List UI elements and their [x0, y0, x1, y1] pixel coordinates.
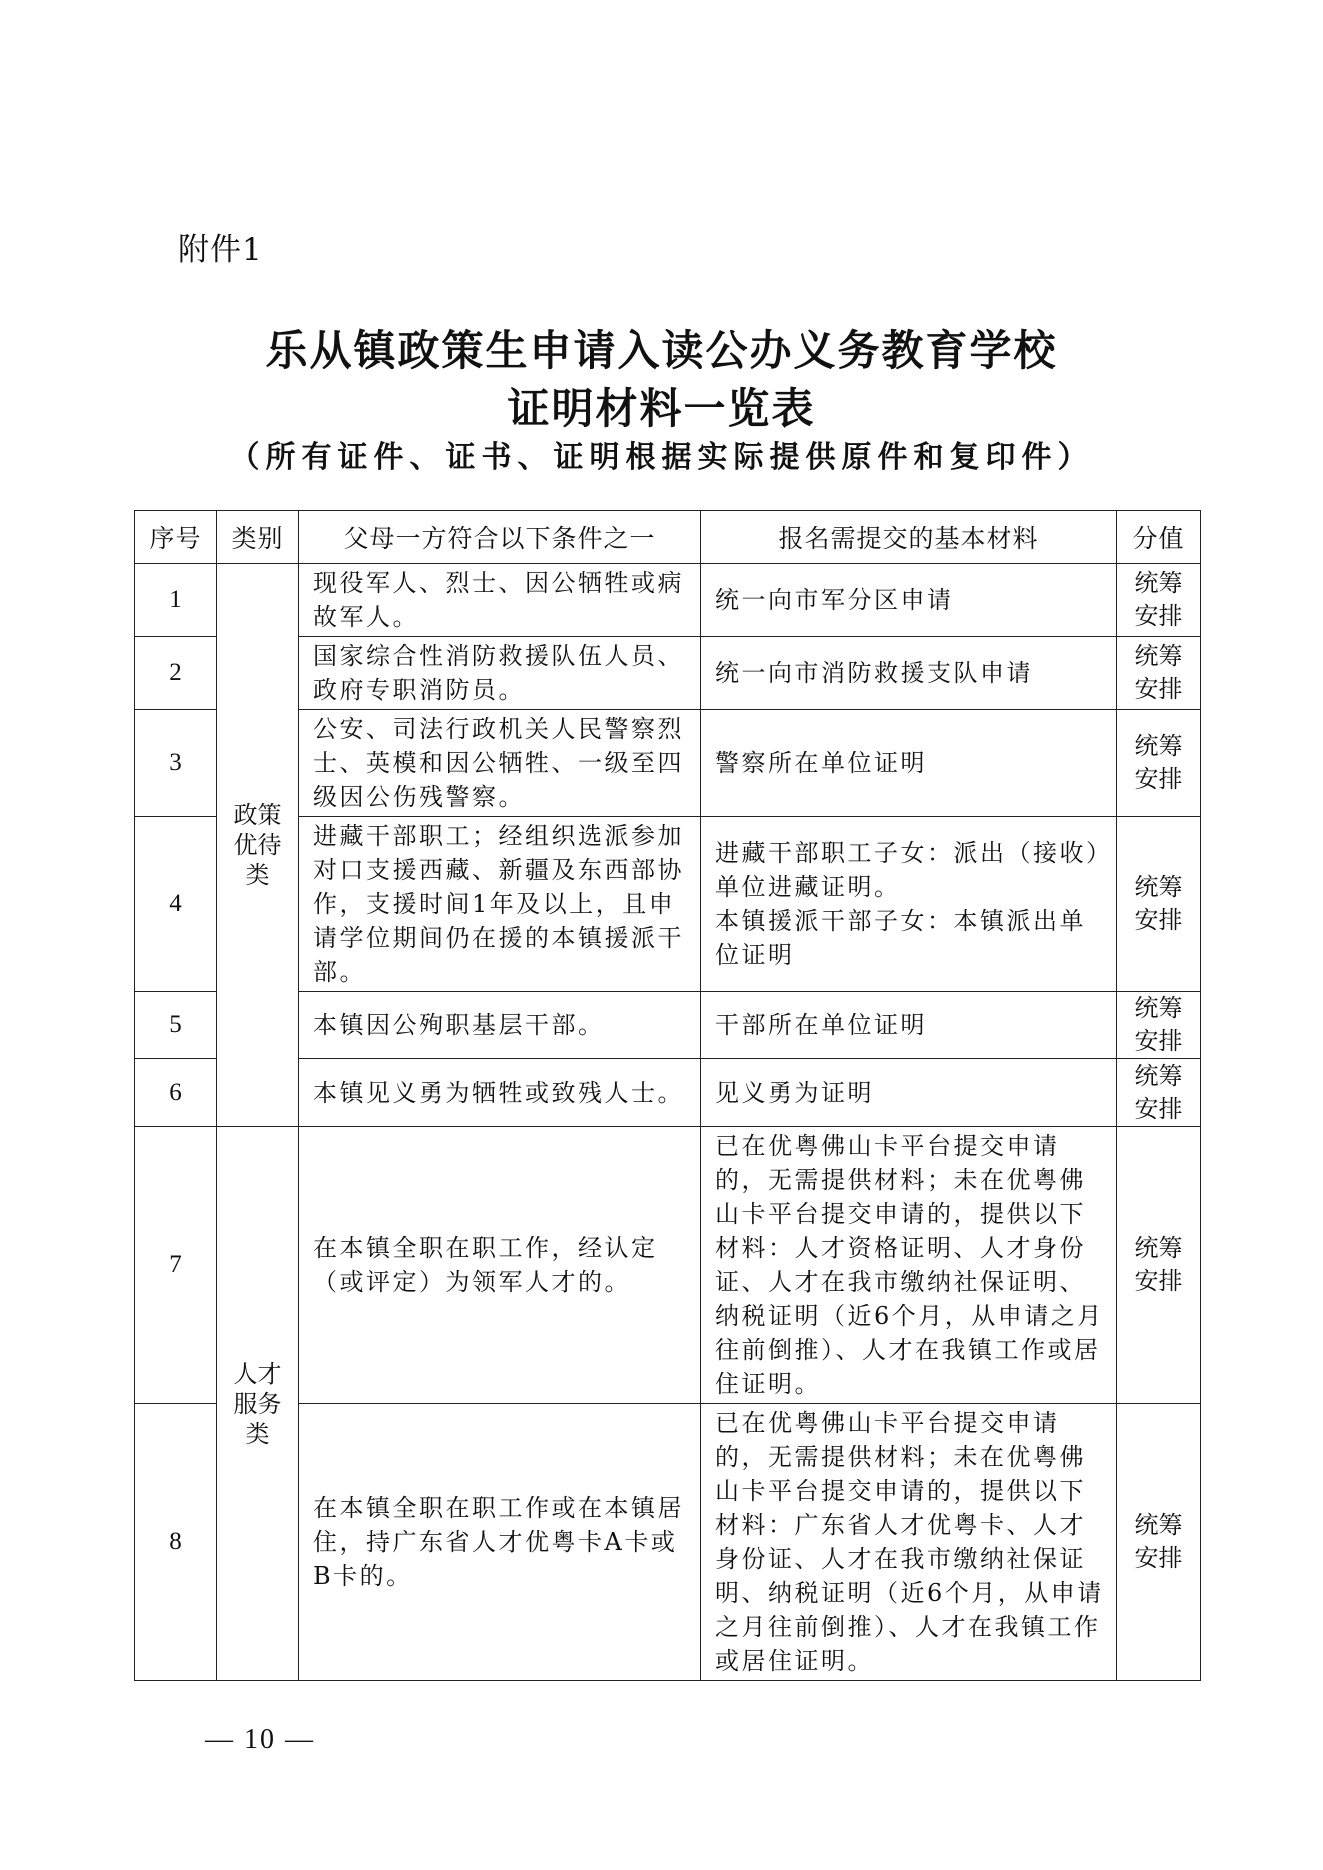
materials-cell: 已在优粤佛山卡平台提交申请的，无需提供材料；未在优粤佛山卡平台提交申请的，提供以下材料：广东省人才优粤卡、人才身份证、人才在我市缴纳社保证明、纳税证明（近6个月，从申请之月往前倒推）、人才在我镇工作或居住证明。 [701, 1404, 1117, 1681]
score-label: 统筹安排 [1134, 1511, 1183, 1572]
condition-cell: 公安、司法行政机关人民警察烈士、英模和因公牺牲、一级至四级因公伤残警察。 [299, 710, 701, 817]
score-label: 统筹安排 [1134, 1234, 1183, 1295]
score-label: 统筹安排 [1134, 994, 1183, 1055]
materials-cell: 统一向市军分区申请 [701, 564, 1117, 637]
table-header-row [135, 511, 1201, 564]
score-cell [1117, 992, 1201, 1059]
header-condition: 父母一方符合以下条件之一 [299, 511, 701, 564]
row-number: 7 [135, 1127, 217, 1404]
header-no: 序号 [135, 511, 217, 564]
row-number: 8 [135, 1404, 217, 1681]
category-cell-policy [217, 564, 299, 1127]
condition-cell: 本镇见义勇为牺牲或致残人士。 [299, 1059, 701, 1127]
score-label: 统筹安排 [1134, 732, 1183, 793]
table-row [135, 1127, 1201, 1404]
category-cell-talent [217, 1127, 299, 1681]
category-label: 政策优待类 [233, 801, 282, 889]
materials-line: 进藏干部职工子女：派出（接收）单位进藏证明。 [715, 839, 1101, 901]
row-number: 2 [135, 637, 217, 710]
row-number: 4 [135, 817, 217, 992]
score-label: 统筹安排 [1134, 569, 1183, 630]
score-cell [1117, 1404, 1201, 1681]
materials-cell: 见义勇为证明 [701, 1059, 1117, 1127]
materials-table [134, 510, 1201, 1681]
score-cell [1117, 710, 1201, 817]
row-number: 5 [135, 992, 217, 1059]
condition-cell: 在本镇全职在职工作或在本镇居住，持广东省人才优粤卡A卡或B卡的。 [299, 1404, 701, 1681]
document-title-line2: 证明材料一览表 [507, 384, 816, 433]
header-materials: 报名需提交的基本材料 [701, 511, 1117, 564]
condition-cell: 本镇因公殉职基层干部。 [299, 992, 701, 1059]
condition-cell: 国家综合性消防救援队伍人员、政府专职消防员。 [299, 637, 701, 710]
condition-cell: 在本镇全职在职工作，经认定（或评定）为领军人才的。 [299, 1127, 701, 1404]
document-title-line1: 乐从镇政策生申请入读公办义务教育学校 [265, 326, 1058, 375]
condition-cell: 现役军人、烈士、因公牺牲或病故军人。 [299, 564, 701, 637]
page-number: — 10 — [205, 1724, 315, 1755]
score-label: 统筹安排 [1134, 642, 1183, 703]
attachment-label: 附件1 [178, 232, 263, 268]
materials-cell [701, 817, 1117, 992]
materials-cell: 警察所在单位证明 [701, 710, 1117, 817]
materials-cell: 统一向市消防救援支队申请 [701, 637, 1117, 710]
score-label: 统筹安排 [1134, 1061, 1183, 1123]
score-cell [1117, 817, 1201, 992]
score-cell [1117, 564, 1201, 637]
score-cell [1117, 1059, 1201, 1127]
header-category: 类别 [217, 511, 299, 564]
materials-cell: 已在优粤佛山卡平台提交申请的，无需提供材料；未在优粤佛山卡平台提交申请的，提供以下材料：人才资格证明、人才身份证、人才在我市缴纳社保证明、纳税证明（近6个月，从申请之月往前倒推）、人才在我镇工作或居住证明。 [701, 1127, 1117, 1404]
table-row [135, 564, 1201, 637]
row-number: 6 [135, 1059, 217, 1127]
row-number: 1 [135, 564, 217, 637]
category-label: 人才服务类 [233, 1359, 282, 1448]
row-number: 3 [135, 710, 217, 817]
score-label: 统筹安排 [1134, 873, 1183, 934]
score-cell [1117, 1127, 1201, 1404]
document-subtitle: （所有证件、证书、证明根据实际提供原件和复印件） [229, 440, 1094, 475]
materials-cell: 干部所在单位证明 [701, 992, 1117, 1059]
condition-cell: 进藏干部职工；经组织选派参加对口支援西藏、新疆及东西部协作，支援时间1年及以上，且申请学位期间仍在援的本镇援派干部。 [299, 817, 701, 992]
score-cell [1117, 637, 1201, 710]
header-score: 分值 [1117, 511, 1201, 564]
materials-line: 本镇援派干部子女：本镇派出单位证明 [715, 907, 1086, 969]
